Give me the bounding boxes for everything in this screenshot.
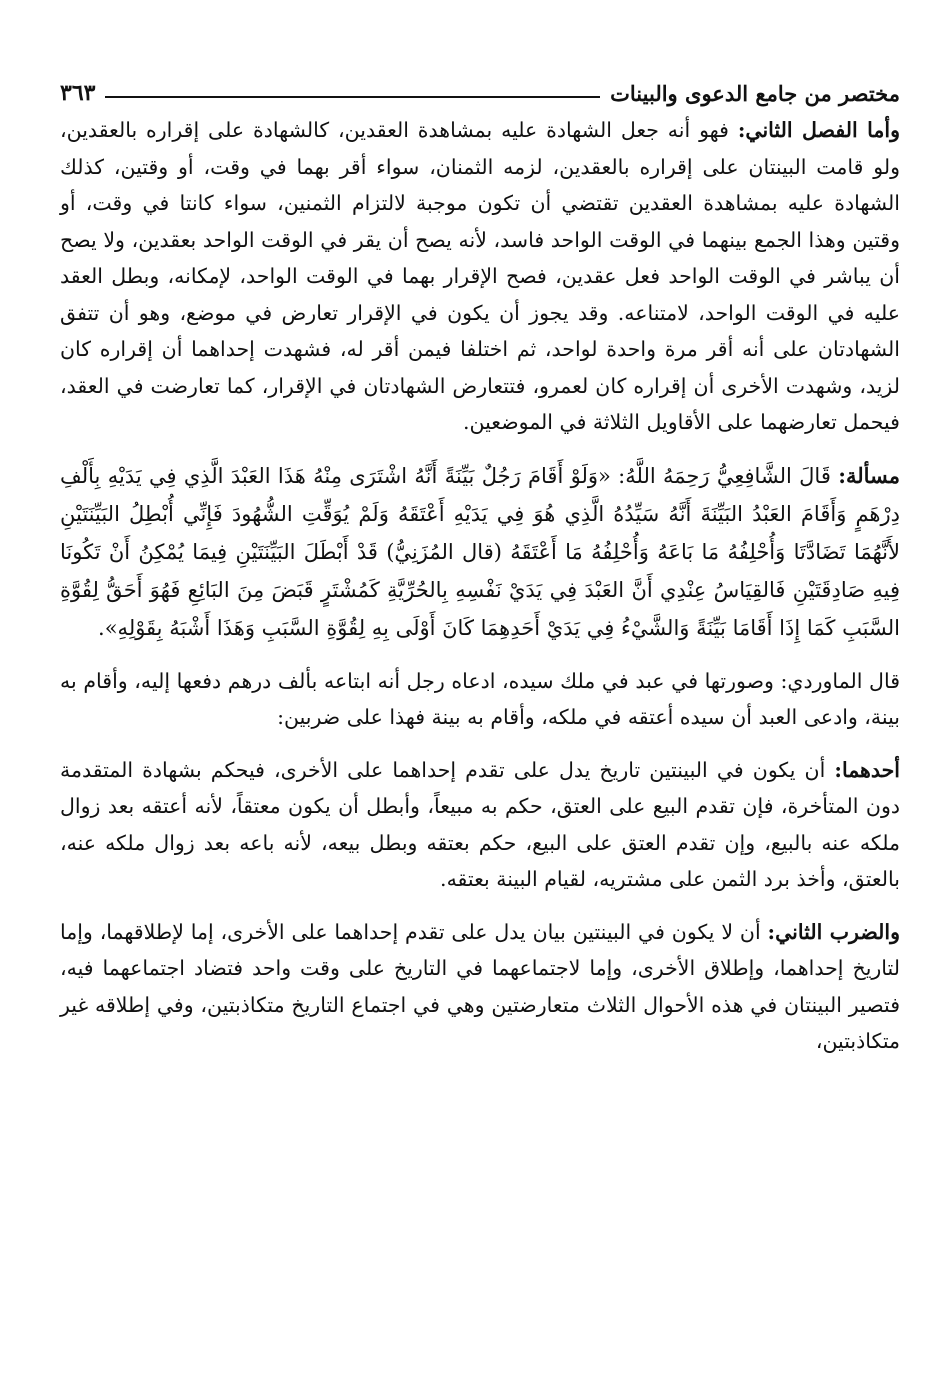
header-rule xyxy=(105,96,600,98)
section-second-chapter xyxy=(60,112,900,441)
section-masala xyxy=(60,457,900,647)
section-second-kind xyxy=(60,914,900,1060)
paragraph-lead: وأما الفصل الثاني: xyxy=(737,118,900,142)
paragraph-text: أن يكون في البينتين تاريخ يدل على تقدم إحداهما على الأخرى، فيحكم بشهادة المتقدمة دون المتأخرة، فإن تقدم البيع على العتق، حكم به مبيعاً، وأبطل أن يكون معتقاً، لأنه أعتقه بعد زوال ملكه عنه بالبيع، وإن تقدم العتق على البيع، حكم بعتقه وبطل بيعه، لأنه باعه بعد زوال ملكه عنه، بالعتق، وأخذ برد الثمن على مشتريه، لقيام البينة بعتقه. xyxy=(60,757,900,891)
section-mawardi xyxy=(60,663,900,736)
paragraph-text: قَالَ الشَّافِعِيُّ رَحِمَهُ اللَّهُ: «وَلَوْ أَقَامَ رَجُلٌ بَيِّنَةً أَنَّهُ اشْتَرَى مِنْهُ هَذَا العَبْدَ الَّذِي فِي يَدَيْهِ بِأَلْفِ دِرْهَمٍ وَأَقَامَ العَبْدُ البَيِّنَةَ أَنَّهُ سَيِّدُهُ الَّذِي هُوَ فِي يَدَيْهِ أَعْتَقَهُ وَلَمْ يُوَقِّتِ الشُّهُودَ فَإِنِّي أُبْطِلُ البَيِّنَتَيْنِ لأَنَّهُمَا تَضَادَّتَا وَأُحْلِفُهُ مَا بَاعَهُ وَأُحْلِفُهُ مَا أَعْتَقَهُ (قال المُزَنِيُّ) قَدْ أَبْطَلَ البَيِّنَتَيْنِ فِيمَا يُمْكِنُ أَنْ تَكُونَا فِيهِ صَادِقَتَيْنِ فَالقِيَاسُ عِنْدِي أَنَّ العَبْدَ فِي يَدَيْ نَفْسِهِ بِالحُرِّيَّةِ كَمُشْتَرٍ قَبَضَ مِنَ البَائِعِ فَهُوَ أَحَقُّ لِقُوَّةِ السَّبَبِ كَمَا إِذَا أَقَامَا بَيِّنَةً وَالشَّيْءُ فِي يَدَيْ أَحَدِهِمَا كَانَ أَوْلَى بِهِ لِقُوَّةِ السَّبَبِ وَهَذَا أَشْبَهُ بِقَوْلِهِ». xyxy=(60,463,900,640)
paragraph xyxy=(60,663,900,736)
paragraph-text: قال الماوردي: وصورتها في عبد في ملك سيده، ادعاه رجل أنه ابتاعه بألف درهم دفعها إليه، وأقام به بينة، وادعى العبد أن سيده أعتقه في ملكه، وأقام به بينة فهذا على ضربين: xyxy=(60,668,900,729)
paragraph xyxy=(60,457,900,647)
paragraph-lead: والضرب الثاني: xyxy=(767,919,900,944)
section-first-kind xyxy=(60,752,900,898)
paragraph xyxy=(60,112,900,441)
paragraph xyxy=(60,752,900,898)
paragraph-lead: مسألة: xyxy=(838,462,900,488)
page-number: ٣٦٣ xyxy=(60,80,96,106)
paragraph-text: أن لا يكون في البينتين بيان يدل على تقدم إحداهما على الأخرى، إما لإطلاقهما، وإما لتاريخ إحداهما، وإطلاق الأخرى، وإما لاجتماعهما في التاريخ على وقت واحد فتضاد اجتماعهما فيه، فتصير البينتان في هذه الأحوال الثلاث متعارضتين وهي في اجتماع التاريخ متكاذبتين، وفي إطلاقه غير متكاذبتين، xyxy=(60,919,900,1053)
document-page xyxy=(60,70,900,1076)
paragraph-text: فهو أنه جعل الشهادة عليه بمشاهدة العقدين، كالشهادة على إقراره بالعقدين، ولو قامت البينتان على إقراره بالعقدين، لزمه الثمنان، سواء أقر بهما في وقت، أو وقتين، كذلك الشهادة عليه بمشاهدة العقدين تقتضي أن تكون موجبة لالتزام الثمنين، سواء كانتا في وقت، أو وقتين وهذا الجمع بينهما في الوقت الواحد فاسد، لأنه يصح أن يقر في الوقت الواحد بعقدين، ولا يصح أن يباشر في الوقت الواحد فعل عقدين، فصح الإقرار بهما في الوقت الواحد، لإمكانه، وبطل العقد عليه في الوقت الواحد، لامتناعه. وقد يجوز أن يكون في الإقرار تعارض في موضع، وهو أن تتفق الشهادتان على أنه أقر مرة واحدة لواحد، ثم اختلفا فيمن أقر له، فشهدت إحداهما أن إقراره كان لزيد، وشهدت الأخرى أن إقراره كان لعمرو، فتتعارض الشهادتان في الإقرار، كما تعارضت في العقد، فيحمل تعارضهما على الأقاويل الثلاثة في الموضعين. xyxy=(60,118,900,434)
paragraph xyxy=(60,914,900,1060)
page-header xyxy=(60,70,900,106)
running-title: مختصر من جامع الدعوى والبينات xyxy=(610,81,900,106)
paragraph-lead: أحدهما: xyxy=(834,757,900,782)
